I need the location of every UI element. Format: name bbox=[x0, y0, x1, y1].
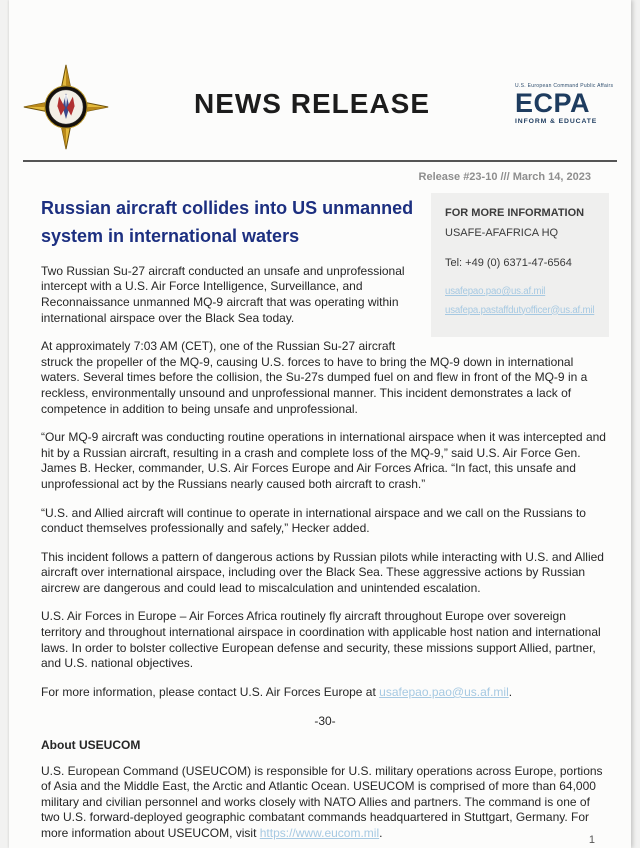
info-box-emails bbox=[445, 286, 597, 317]
about-useucom-period: . bbox=[379, 826, 383, 840]
about-useucom-heading: About USEUCOM bbox=[41, 738, 141, 753]
paragraph-hecker-quote-2: “U.S. and Allied aircraft will continue to operate in international airspace and we call on the Russians to conduct themselves professionally and safely,” Hecker added. bbox=[41, 505, 586, 536]
news-release-page bbox=[9, 0, 631, 848]
info-box-phone: Tel: +49 (0) 6371-47-6564 bbox=[445, 256, 572, 269]
release-number-date: Release #23-10 /// March 14, 2023 bbox=[418, 171, 591, 183]
paragraph-pattern: This incident follows a pattern of dangerous actions by Russian pilots while interacting with U.S. and Allied aircraft over international airspace, including over the Black Sea. These aggressive actions by Russian aircrew are dangerous and could lead to miscalculation and unintended escalation. bbox=[41, 549, 604, 595]
contact-info-box bbox=[431, 193, 609, 337]
header-divider bbox=[23, 160, 617, 162]
contact-line bbox=[41, 685, 609, 701]
eucom-website-link[interactable]: https://www.eucom.mil bbox=[259, 826, 380, 840]
ecpa-caption: U.S. European Command Public Affairs bbox=[515, 83, 614, 89]
paragraph-usafe-mission: U.S. Air Forces in Europe – Air Forces Africa routinely fly aircraft throughout Europe over sovereign territory and throughout international airspace in coordination with applicable host nation and international laws. In order to bolster collective European defense and security, these missions support Allied, partner, and U.S. national objectives. bbox=[41, 609, 601, 671]
end-of-release-mark: -30- bbox=[314, 714, 336, 729]
paragraph-intro: Two Russian Su-27 aircraft conducted an unsafe and unprofessional intercept with a U.S. Air Force Intelligence, Surveillance, and Reconnaissance unmanned MQ-9 aircraft that was operating within international airspace over the Black Sea today. bbox=[41, 263, 405, 325]
duty-officer-email-link[interactable]: usafepa.pastaffdutyofficer@us.af.mil bbox=[445, 304, 595, 316]
page-title: NEWS RELEASE bbox=[193, 88, 431, 119]
paragraph-incident: At approximately 7:03 AM (CET), one of the Russian Su-27 aircraft struck the propeller of the MQ-9, causing U.S. forces to have to bring the MQ-9 down in international waters. Several times before the collision, the Su-27s dumped fuel on and flew in front of the MQ-9 in a reckless, environmentally unsound and unprofessional manner. This incident demonstrates a lack of competence in addition to being unsafe and unprofessional. bbox=[41, 339, 588, 416]
page-number: 1 bbox=[588, 834, 595, 846]
contact-line-period: . bbox=[508, 684, 513, 699]
about-useucom-paragraph bbox=[41, 764, 609, 842]
ecpa-acronym: ECPA bbox=[515, 88, 591, 118]
about-useucom-text: U.S. European Command (USEUCOM) is responsible for U.S. military operations across Europe, portions of Asia and the Middle East, the Arctic and Atlantic Ocean. USEUCOM is comprised of more than 64,000 military and civilian personnel and works closely with NATO Allies and partners. The command is one of two U.S. forward-deployed geographic combatant commands headquartered in Stuttgart, Germany. For more information about USEUCOM, visit bbox=[41, 763, 603, 840]
info-box-heading: FOR MORE INFORMATION bbox=[445, 207, 585, 219]
contact-line-text: For more information, please contact U.S. Air Forces Europe at bbox=[41, 684, 380, 699]
release-body bbox=[9, 183, 631, 842]
pao-email-link[interactable]: usafepao.pao@us.af.mil bbox=[445, 285, 546, 297]
ecpa-logo bbox=[515, 84, 615, 126]
info-box-org: USAFE-AFAFRICA HQ bbox=[445, 227, 559, 240]
ecpa-tagline: INFORM & EDUCATE bbox=[515, 118, 598, 125]
headline: Russian aircraft collides into US unmanned system in international waters bbox=[41, 198, 414, 246]
masthead bbox=[9, 0, 631, 150]
contact-email-link[interactable]: usafepao.pao@us.af.mil bbox=[379, 684, 509, 699]
paragraph-hecker-quote-1: “Our MQ-9 aircraft was conducting routine operations in international airspace when it was intercepted and hit by a Russian aircraft, resulting in a crash and complete loss of the MQ-9,” said U.S. Air Force Gen. James B. Hecker, commander, U.S. Air Forces Europe and Air Forces Africa. “In fact, this unsafe and unprofessional act by the Russians nearly caused both aircraft to crash.” bbox=[41, 430, 606, 491]
useucom-seal-icon bbox=[23, 64, 109, 150]
